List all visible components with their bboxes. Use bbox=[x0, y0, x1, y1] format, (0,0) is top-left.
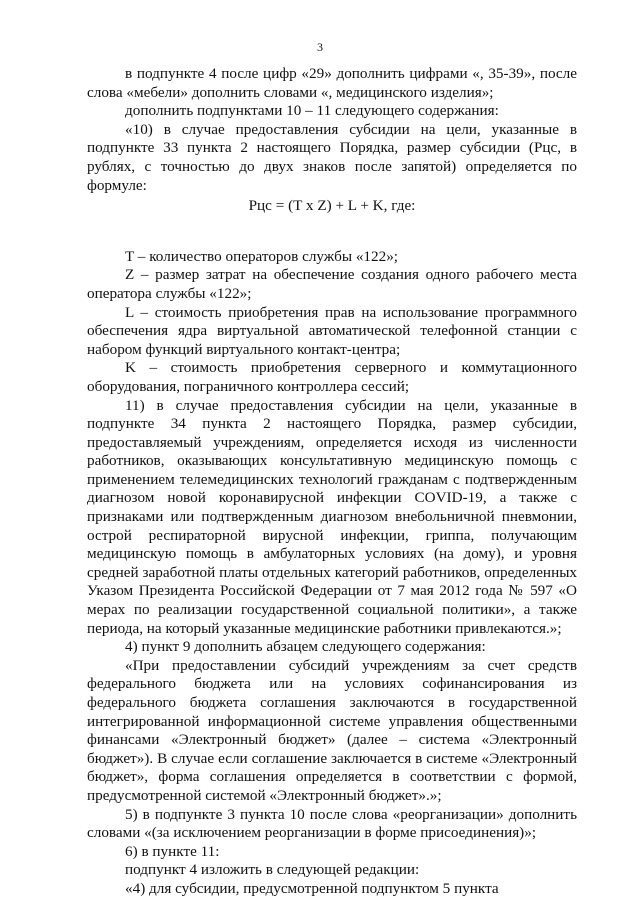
paragraph: «10) в случае предоставления субсидии на цели, указанные в подпункте 33 пункта 2 настоящего Порядка, размер субсидии (Рцс, в рублях, с точностью до двух знаков после запятой) определяется по формуле: bbox=[87, 120, 577, 194]
paragraph: дополнить подпунктами 10 – 11 следующего содержания: bbox=[125, 102, 499, 120]
paragraph: 6) в пункте 11: bbox=[125, 842, 220, 860]
paragraph: 11) в случае предоставления субсидии на цели, указанные в подпункте 34 пункта 2 настоящего Порядка, размер субсидии, предоставляемый учреждениям, определяется исходя из численности работников, оказывающих консультативную медицинскую помощь с применением телемедицинских технологий гражданам с подтвержденным диагнозом новой коронавирусной инфекции COVID-19, а также с признаками или подтвержденным диагнозом внебольничной пневмонии, острой респираторной вирусной инфекции, гриппа, получающим медицинскую помощь в амбулаторных условиях (на дому), и уровня средней заработной платы отдельных категорий работников, определенных Указом Президента Российской Федерации от 7 мая 2012 года № 597 «О мерах по реализации государственной социальной политики», а также периода, на который указанные медицинские работники привлекаются.»; bbox=[87, 396, 577, 637]
document-body bbox=[87, 65, 577, 899]
definition-k: K – стоимость приобретения серверного и коммутационного оборудования, пограничного контроллера сессий; bbox=[87, 359, 577, 395]
paragraph: подпункт 4 изложить в следующей редакции: bbox=[125, 861, 420, 879]
subsidy-formula: Рцс = (T x Z) + L + K, где: bbox=[248, 197, 416, 215]
paragraph: 5) в подпункте 3 пункта 10 после слова «реорганизации» дополнить словами «(за исключением реорганизации в форме присоединения)»; bbox=[87, 805, 577, 842]
definition-z: Z – размер затрат на обеспечение создания одного рабочего места оператора службы «122»; bbox=[87, 266, 577, 302]
definition-t: T – количество операторов службы «122»; bbox=[125, 247, 399, 265]
paragraph: «При предоставлении субсидий учреждениям за счет средств федерального бюджета или на условиях софинансирования из федерального бюджета соглашения заключаются в государственной интегрированной информационной системе управления общественными финансами «Электронный бюджет» (далее – система «Электронный бюджет»). В случае если соглашение заключается в системе «Электронный бюджет», форма соглашения определяется в соответствии с формой, предусмотренной системой «Электронный бюджет».»; bbox=[87, 656, 577, 804]
paragraph: «4) для субсидии, предусмотренной подпунктом 5 пункта bbox=[125, 879, 499, 897]
page-number: 3 bbox=[317, 40, 323, 54]
paragraph: 4) пункт 9 дополнить абзацем следующего содержания: bbox=[125, 638, 486, 656]
paragraph: в подпункте 4 после цифр «29» дополнить цифрами «, 35-39», после слова «мебели» дополнить словами «, медицинского изделия»; bbox=[87, 65, 577, 101]
definition-l: L – стоимость приобретения прав на использование программного обеспечения ядра виртуальной автоматической телефонной станции с набором функций виртуального контакт-центра; bbox=[87, 303, 577, 358]
